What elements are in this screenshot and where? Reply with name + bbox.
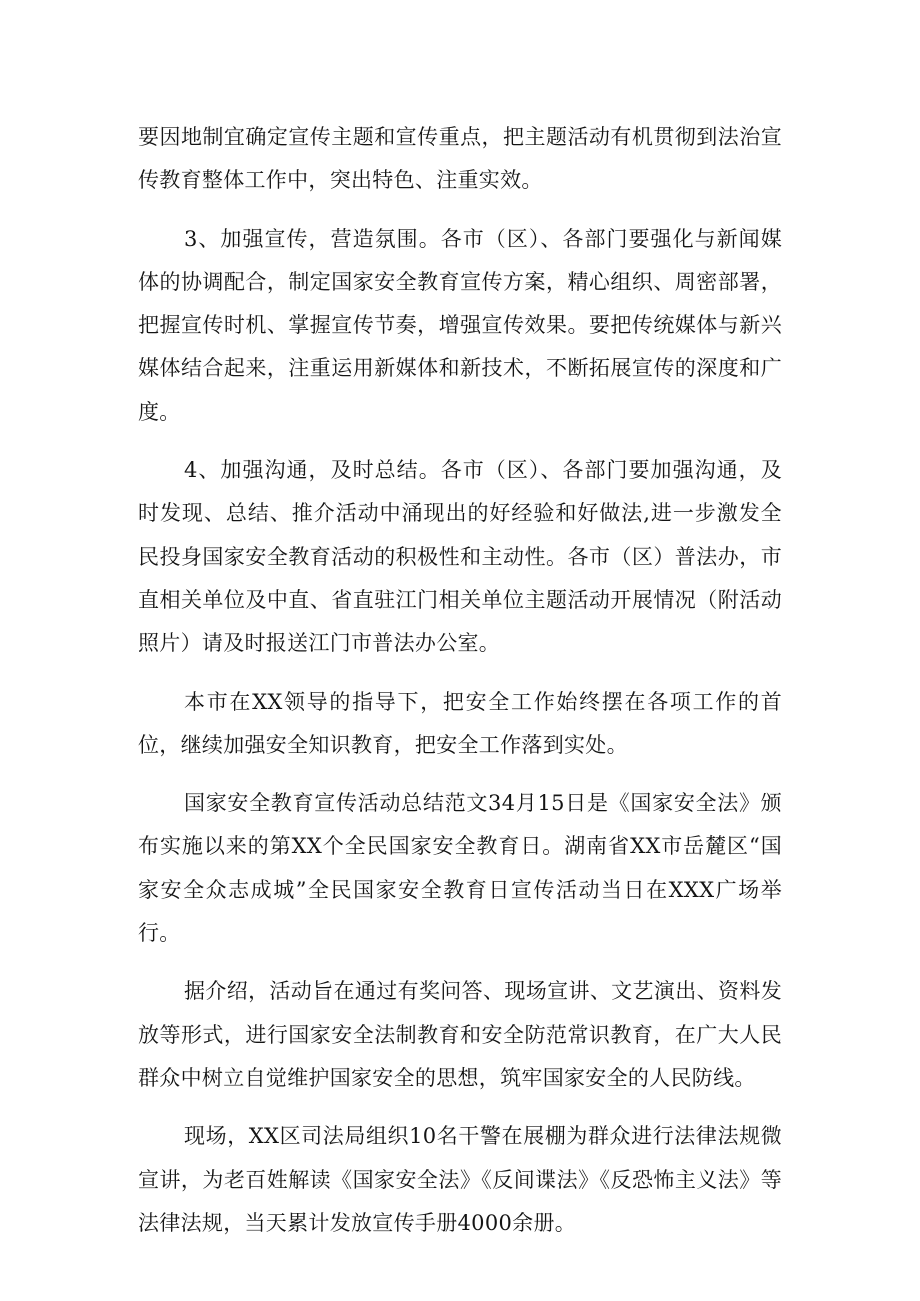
paragraph-activity-intro: 据介绍，活动旨在通过有奖问答、现场宣讲、文艺演出、资料发放等形式，进行国家安全法制教育和安全防范常识教育，在广大人民群众中树立自觉维护国家安全的思想，筑牢国家安全的人民防线。	[138, 979, 782, 1090]
paragraph-continuation: 要因地制宜确定宣传主题和宣传重点，把主题活动有机贯彻到法治宣传教育整体工作中，突出特色、注重实效。	[138, 125, 782, 193]
paragraph-education-day: 国家安全教育宣传活动总结范文34月15日是《国家安全法》颁布实施以来的第XX个全民国家安全教育日。湖南省XX市岳麓区“国家安全众志成城”全民国家安全教育日宣传活动当日在XXX广场举行。	[138, 791, 782, 946]
paragraph-publicity: 3、加强宣传，营造氛围。各市（区）、各部门要强化与新闻媒体的协调配合，制定国家安全教育宣传方案，精心组织、周密部署，把握宣传时机、掌握宣传节奏，增强宣传效果。要把传统媒体与新兴媒体结合起来，注重运用新媒体和新技术，不断拓展宣传的深度和广度。	[138, 226, 782, 424]
paragraph-communication: 4、加强沟通，及时总结。各市（区）、各部门要加强沟通，及时发现、总结、推介活动中涌现出的好经验和好做法,进一步激发全民投身国家安全教育活动的积极性和主动性。各市（区）普法办，市直相关单位及中直、省直驻江门相关单位主题活动开展情况（附活动照片）请及时报送江门市普法办公室。	[138, 458, 782, 656]
document-page	[138, 116, 782, 1260]
paragraph-onsite: 现场，XX区司法局组织10名干警在展棚为群众进行法律法规微宣讲，为老百姓解读《国家安全法》《反间谍法》《反恐怖主义法》等法律法规，当天累计发放宣传手册4000余册。	[138, 1124, 782, 1235]
paragraph-city-safety: 本市在XX领导的指导下，把安全工作始终摆在各项工作的首位，继续加强安全知识教育，把安全工作落到实处。	[138, 689, 782, 757]
